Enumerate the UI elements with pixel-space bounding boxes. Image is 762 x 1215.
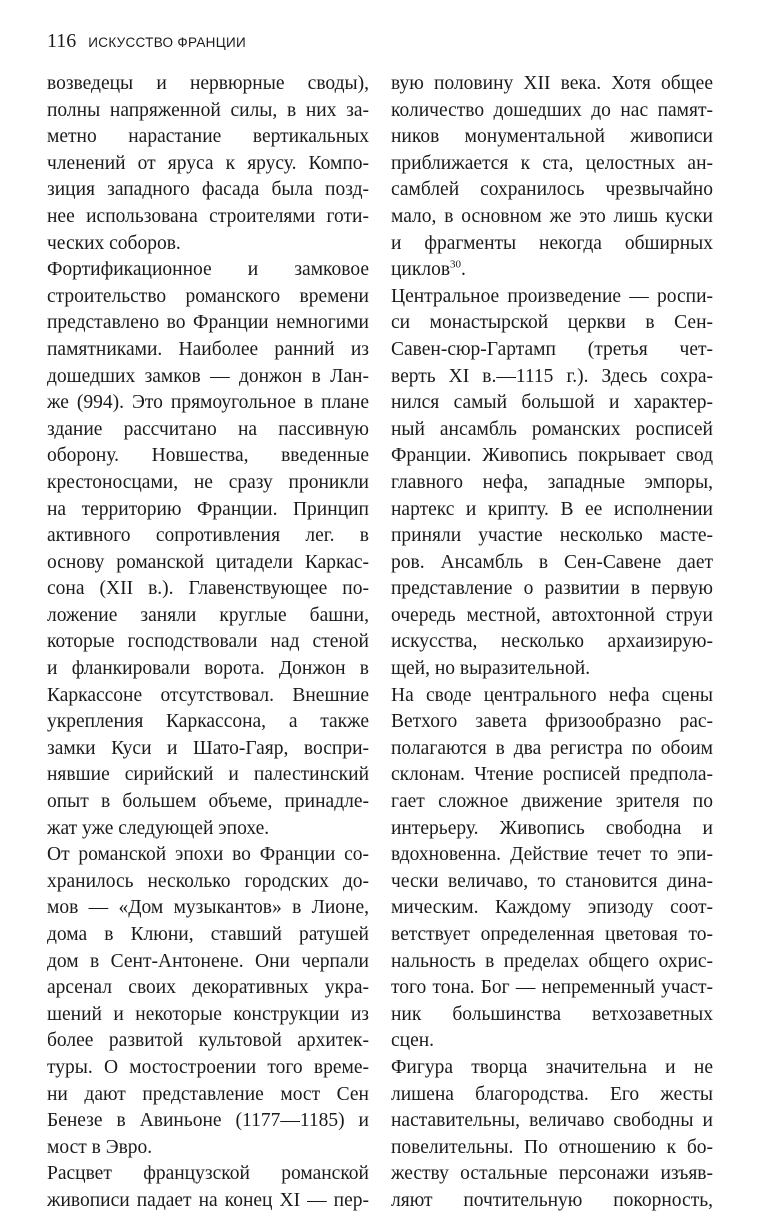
text-line: [391, 975, 713, 1002]
text-line-content: строительство романского времени: [47, 285, 369, 307]
text-line: [391, 204, 713, 231]
text-line-content: метно нарастание вертикальных: [47, 126, 369, 148]
text-line: [47, 922, 369, 949]
text-line-content: нартекс и крипту. В ее исполнении: [391, 498, 713, 520]
text-line: [391, 470, 713, 497]
text-line: [47, 71, 369, 98]
text-line: [47, 1082, 369, 1109]
text-line-content: здание рассчитано на пассивную: [47, 418, 369, 440]
text-line-content: хранилось несколько городских до-: [47, 870, 369, 892]
text-line: [391, 1161, 713, 1188]
running-header: [47, 30, 246, 60]
text-line-content: очередь местной, автохтонной струи: [391, 604, 713, 626]
text-line-content: Франции. Живопись покрывает свод: [391, 445, 713, 467]
text-line: [47, 443, 369, 470]
text-line: [391, 895, 713, 922]
text-line-content: щей, но выразительной.: [391, 658, 591, 680]
text-line-content: полны напряженной силы, в них за-: [47, 99, 369, 121]
text-line: [47, 124, 369, 151]
text-line-content: вую половину XII века. Хотя общее: [391, 73, 713, 94]
text-line: [391, 1082, 713, 1109]
text-line: [47, 257, 369, 284]
text-line: [391, 124, 713, 151]
text-line: [391, 71, 713, 98]
text-line: [391, 576, 713, 603]
text-line-content: которые господствовали над стеной: [47, 631, 369, 653]
text-line: [47, 1055, 369, 1082]
text-line-content: нился самый большой и характер-: [391, 392, 713, 414]
text-line: [391, 98, 713, 125]
text-line-content: повелительны. По отношению к бо-: [391, 1136, 713, 1158]
text-line-content: От романской эпохи во Франции со-: [47, 844, 369, 866]
text-line-content: оборону. Новшества, введенные: [47, 445, 369, 467]
text-line: [391, 1028, 713, 1055]
text-line-content: интерьеру. Живопись свободна и: [391, 817, 713, 839]
text-line-content: зиция западного фасада была позд-: [47, 179, 369, 201]
text-line: [391, 284, 713, 311]
text-line: [47, 310, 369, 337]
text-line: [391, 603, 713, 630]
text-line: [47, 629, 369, 656]
text-line: [47, 390, 369, 417]
text-line-content: Фигура творца значительна и не: [391, 1056, 713, 1078]
text-line-content: туры. О мостостроении того време-: [47, 1056, 369, 1078]
text-line-content: членений от яруса к ярусу. Компо-: [47, 152, 369, 174]
text-line-content: приняли участие несколько масте-: [391, 525, 713, 547]
text-line: [47, 869, 369, 896]
text-line-content: Фортификационное и замковое: [47, 259, 369, 281]
text-line-content: и фрагменты некогда обширных: [391, 232, 713, 254]
text-line-content: замки Куси и Шато-Гаяр, воспри-: [47, 737, 369, 759]
text-line: [391, 789, 713, 816]
text-line-content: нее использована строителями готи-: [47, 205, 369, 227]
text-line-content: лишена благородства. Его жесты: [391, 1083, 713, 1105]
text-line: [47, 98, 369, 125]
text-line-content: вдохновенна. Действие течет то эпи-: [391, 844, 713, 866]
text-line: [47, 284, 369, 311]
text-line: [391, 1055, 713, 1082]
text-line-content: жеству остальные персонажи изъяв-: [391, 1163, 713, 1185]
text-line: [47, 417, 369, 444]
text-line-content: ников монументальной живописи: [391, 126, 713, 148]
text-line-content: на территорию Франции. Принцип: [47, 498, 369, 520]
text-line-content: количество дошедших до нас памят-: [391, 99, 713, 121]
text-line: [391, 762, 713, 789]
text-line-content: более развитой культовой архитек-: [47, 1030, 369, 1052]
text-line-content: шений и некоторые конструкции из: [47, 1003, 369, 1025]
text-line-content: же (994). Это прямоугольное в плане: [47, 392, 369, 414]
text-line: [47, 842, 369, 869]
text-line: [47, 683, 369, 710]
text-line: [391, 683, 713, 710]
text-line-content: чески величаво, то становится дина-: [391, 870, 713, 892]
text-line-content: нальность в пределах общего охрис-: [391, 950, 713, 972]
text-line: [391, 709, 713, 736]
section-title: ИСКУССТВО ФРАНЦИИ: [88, 35, 247, 50]
text-line-content: мало, в основном же это лишь куски: [391, 205, 713, 227]
text-line: [391, 629, 713, 656]
text-line: [391, 497, 713, 524]
text-line-content: дошедших замков — донжон в Лан-: [47, 365, 369, 387]
text-line: [391, 443, 713, 470]
text-line-content: Центральное произведение — роспи-: [391, 285, 713, 307]
text-line-content: Расцвет французской романской: [47, 1163, 369, 1185]
text-line: [391, 364, 713, 391]
text-line-content: сцен.: [391, 1030, 435, 1052]
text-line: [391, 816, 713, 843]
text-line: [47, 709, 369, 736]
text-line: [47, 204, 369, 231]
text-line-content: склонам. Чтение росписей предпола-: [391, 764, 713, 786]
text-line-content: ляют почтительную покорность,: [391, 1189, 713, 1211]
left-text-column: [47, 71, 369, 1215]
text-line: [391, 310, 713, 337]
text-line: [391, 257, 713, 284]
text-line: [47, 576, 369, 603]
text-line-content: гает сложное движение зрителя по: [391, 791, 713, 813]
text-line-tail: .: [461, 259, 466, 281]
text-line-content: полагаются в два регистра по обоим: [391, 737, 713, 759]
text-line: [47, 231, 369, 258]
text-line: [47, 1002, 369, 1029]
text-line: [391, 151, 713, 178]
text-line: [391, 949, 713, 976]
text-line-content: главного нефа, западные эмпоры,: [391, 471, 713, 493]
text-line: [47, 656, 369, 683]
text-line-content: ров. Ансамбль в Сен-Савене дает: [391, 551, 713, 573]
text-line: [47, 895, 369, 922]
text-line-content: Бенезе в Авиньоне (1177—1185) и: [47, 1110, 369, 1132]
text-line: [391, 523, 713, 550]
text-line: [391, 842, 713, 869]
text-line-content: представление о развитии в первую: [391, 578, 713, 600]
text-line: [391, 656, 713, 683]
text-line-content: крестоносцами, не сразу проникли: [47, 471, 369, 493]
text-line: [47, 523, 369, 550]
text-line: [391, 1002, 713, 1029]
text-line-content: Савен-сюр-Гартамп (третья чет-: [391, 338, 713, 360]
page-number: 116: [47, 30, 77, 52]
text-line-content: и фланкировали ворота. Донжон в: [47, 658, 369, 680]
text-line-content: жат уже следующей эпохе.: [47, 817, 270, 839]
text-line-content: укрепления Каркассона, а также: [47, 711, 369, 733]
text-line-content: ветствует определенная цветовая то-: [391, 924, 713, 945]
text-line: [47, 1108, 369, 1135]
text-line: [47, 603, 369, 630]
text-line: [391, 177, 713, 204]
text-line: [391, 390, 713, 417]
text-line-content: Каркассоне отсутствовал. Внешние: [47, 684, 369, 706]
text-line-content: циклов: [391, 259, 451, 281]
text-line: [47, 1188, 369, 1215]
text-line: [47, 789, 369, 816]
footnote-reference: 30: [450, 258, 462, 271]
text-line: [391, 550, 713, 577]
text-line-content: Ветхого завета фризообразно рас-: [391, 711, 713, 733]
text-line: [47, 151, 369, 178]
text-line-content: нявшие сирийский и палестинский: [47, 764, 369, 786]
text-line-content: ни дают представление мост Сен: [47, 1083, 369, 1105]
text-line-content: самблей сохранилось чрезвычайно: [391, 179, 713, 201]
text-line-content: основу романской цитадели Каркас-: [47, 551, 369, 573]
text-line-content: возведецы и нервюрные своды),: [47, 73, 369, 94]
text-line: [47, 949, 369, 976]
text-line-content: верть XI в.—1115 г.). Здесь сохра-: [391, 365, 713, 387]
text-line: [47, 736, 369, 763]
text-line: [391, 922, 713, 949]
text-line: [47, 177, 369, 204]
text-line-content: представлено во Франции немногими: [47, 312, 369, 334]
text-line-content: приближается к ста, целостных ан-: [391, 152, 713, 174]
text-line: [47, 470, 369, 497]
text-line-content: арсенал своих декоративных укра-: [47, 977, 369, 999]
text-line-content: На своде центрального нефа сцены: [391, 684, 713, 706]
text-line-content: искусства, несколько архаизирую-: [391, 631, 713, 653]
text-line: [391, 1188, 713, 1215]
text-line: [391, 337, 713, 364]
text-line-content: активного сопротивления лег. в: [47, 525, 369, 547]
text-line: [47, 975, 369, 1002]
text-line: [47, 1028, 369, 1055]
text-line: [391, 1108, 713, 1135]
text-line: [391, 869, 713, 896]
text-line: [47, 1135, 369, 1162]
text-line: [391, 1135, 713, 1162]
text-line-content: живописи падает на конец XI — пер-: [47, 1189, 369, 1211]
text-line-content: мов — «Дом музыкантов» в Лионе,: [47, 897, 369, 919]
text-line-content: памятниками. Наиболее ранний из: [47, 338, 369, 360]
text-line-content: мост в Эвро.: [47, 1136, 153, 1158]
text-line-content: того тона. Бог — непременный участ-: [391, 977, 713, 999]
text-line: [47, 497, 369, 524]
text-line-content: си монастырской церкви в Сен-: [391, 312, 713, 334]
text-line: [47, 550, 369, 577]
text-line: [47, 337, 369, 364]
text-line-content: ник большинства ветхозаветных: [391, 1003, 713, 1025]
text-line-content: наставительны, величаво свободны и: [391, 1110, 713, 1132]
text-line-content: дом в Сент-Антонене. Они черпали: [47, 950, 369, 972]
text-line: [391, 231, 713, 258]
text-line: [391, 736, 713, 763]
text-line: [391, 417, 713, 444]
text-line-content: ный ансамбль романских росписей: [391, 418, 713, 440]
text-line: [47, 816, 369, 843]
text-line-content: опыт в большем объеме, принадле-: [47, 791, 369, 813]
text-line: [47, 364, 369, 391]
right-text-column: [391, 71, 713, 1215]
text-line: [47, 762, 369, 789]
text-line-content: ческих соборов.: [47, 232, 181, 254]
text-line-content: мическим. Каждому эпизоду соот-: [391, 897, 713, 919]
text-line-content: ложение заняли круглые башни,: [47, 604, 369, 626]
text-line-content: дома в Клюни, ставший ратушей: [47, 924, 369, 945]
text-line: [47, 1161, 369, 1188]
text-line-content: сона (XII в.). Главенствующее по-: [47, 578, 369, 600]
